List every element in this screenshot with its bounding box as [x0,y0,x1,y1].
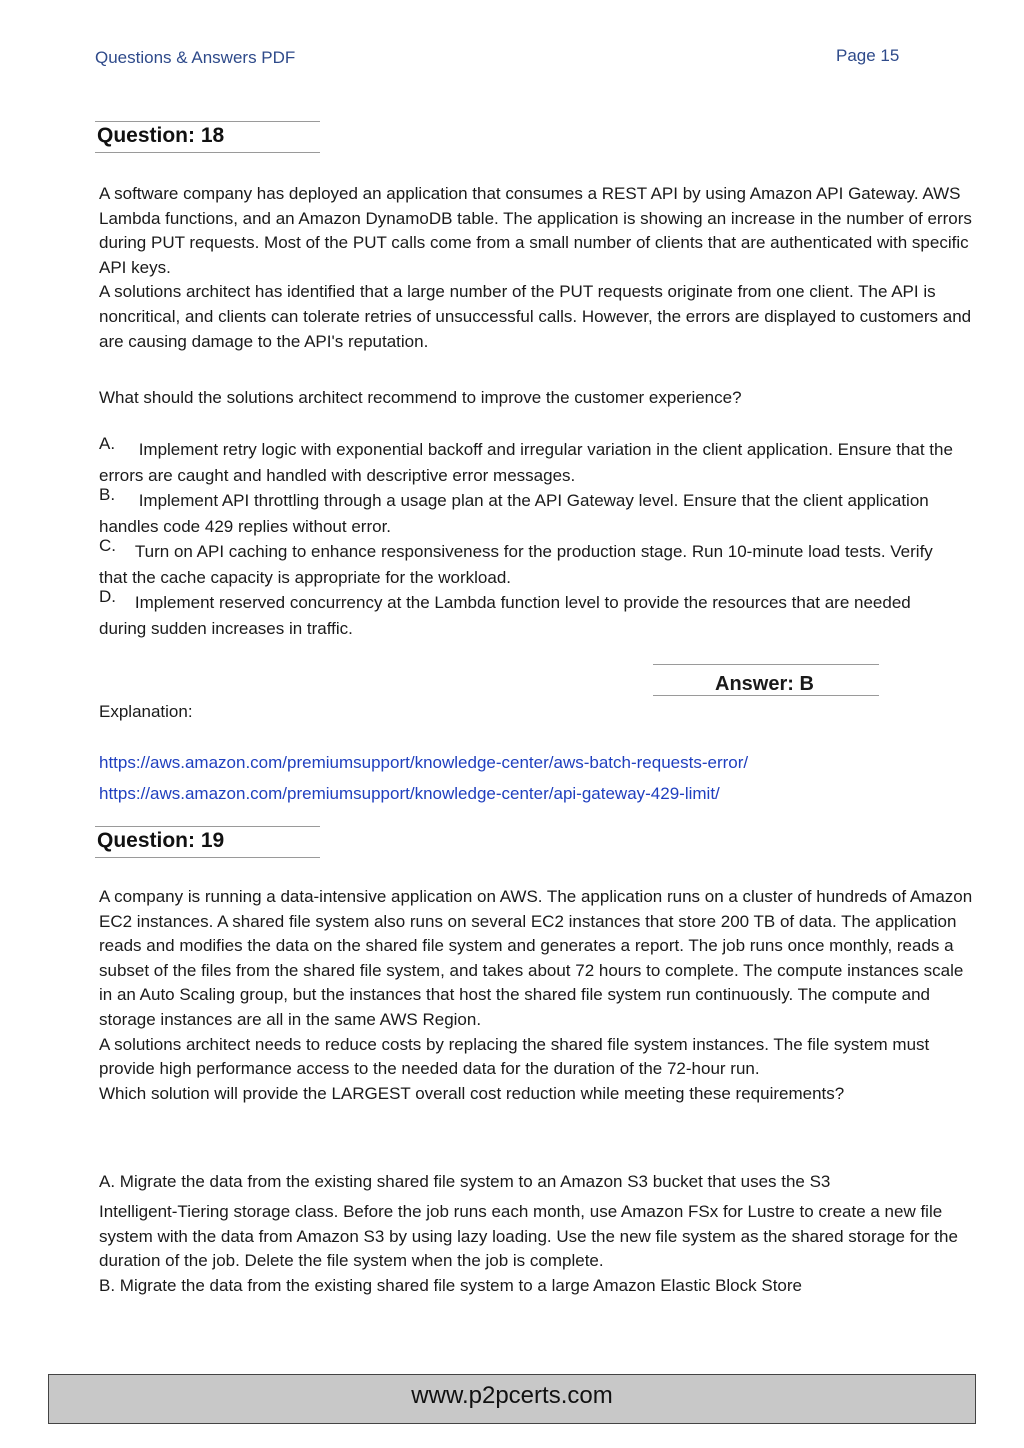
q18-option-c [99,536,959,591]
answer-box [653,664,879,696]
question-18-header [95,121,320,153]
option-text: Implement API throttling through a usage plan at the API Gateway level. Ensure that the client application handles code 429 replies without error. [99,491,929,536]
question-19-header [95,826,320,858]
option-letter: C. [99,536,116,555]
q19-paragraph-1: A company is running a data-intensive application on AWS. The application runs on a cluster of hundreds of Amazon EC2 instances. A shared file system also runs on several EC2 instances that store 200 TB of data. The application reads and modifies the data on the shared file system and generates a report. The job runs once monthly, reads a subset of the files from the shared file system, and takes about 72 hours to complete. The compute instances scale in an Auto Scaling group, but the instances that host the shared file system run continuously. The compute and storage instances are all in the same AWS Region. [99,887,973,1029]
option-letter: B. [99,485,116,504]
q19-option-a-rest: Intelligent-Tiering storage class. Before the job runs each month, use Amazon FSx for Lustre to create a new file system with the data from Amazon S3 by using lazy loading. Use the new file system as the shared storage for the duration of the job. Delete the file system when the job is complete. [99,1202,958,1271]
page-number: Page 15 [836,46,900,65]
option-text: Implement reserved concurrency at the Lambda function level to provide the resources that are needed during sudden increases in traffic. [99,593,911,638]
answer-label: Answer: B [715,673,814,695]
question-19-body [99,885,979,1106]
footer-site: www.p2pcerts.com [411,1382,613,1409]
q19-option-a-first-line: A. Migrate the data from the existing shared file system to an Amazon S3 bucket that uses the S3 [99,1172,831,1191]
option-letter: D. [99,587,116,606]
footer-bar [48,1374,976,1424]
q19-option-a-text [99,1200,979,1298]
question-19-title: Question: 19 [97,829,225,852]
option-text: Turn on API caching to enhance responsiveness for the production stage. Run 10-minute load tests. Verify that the cache capacity is appropriate for the workload. [99,542,933,587]
q18-paragraph-2: A solutions architect has identified that a large number of the PUT requests originate from one client. The API is noncritical, and clients can tolerate retries of unsuccessful calls. However, the errors are displayed to customers and are causing damage to the API's reputation. [99,282,972,351]
explanation-link-1[interactable]: https://aws.amazon.com/premiumsupport/knowledge-center/aws-batch-requests-error/ [99,753,749,772]
q18-question-text: What should the solutions architect recommend to improve the customer experience? [99,388,742,407]
option-letter: A. [99,434,116,453]
option-text: Implement retry logic with exponential backoff and irregular variation in the client application. Ensure that the errors are caught and handled with descriptive error messages. [99,440,953,485]
explanation-label: Explanation: [99,702,193,721]
q19-paragraph-3: Which solution will provide the LARGEST overall cost reduction while meeting these requirements? [99,1083,845,1103]
question-18-body [99,182,979,354]
q19-paragraph-2: A solutions architect needs to reduce costs by replacing the shared file system instances. The file system must provide high performance access to the needed data for the duration of the 72-hour run. [99,1034,930,1079]
q18-option-b [99,485,959,540]
q18-option-d [99,587,959,642]
q19-option-b: B. Migrate the data from the existing shared file system to a large Amazon Elastic Block Store [99,1275,802,1295]
explanation-link-2[interactable]: https://aws.amazon.com/premiumsupport/knowledge-center/api-gateway-429-limit/ [99,784,720,803]
header-title: Questions & Answers PDF [95,48,296,67]
q18-paragraph-1: A software company has deployed an application that consumes a REST API by using Amazon API Gateway. AWS Lambda functions, and an Amazon DynamoDB table. The application is showing an increase in the number of errors during PUT requests. Most of the PUT calls come from a small number of clients that are authenticated with specific API keys. [99,184,972,277]
question-18-title: Question: 18 [97,124,225,147]
q18-option-a [99,434,959,489]
